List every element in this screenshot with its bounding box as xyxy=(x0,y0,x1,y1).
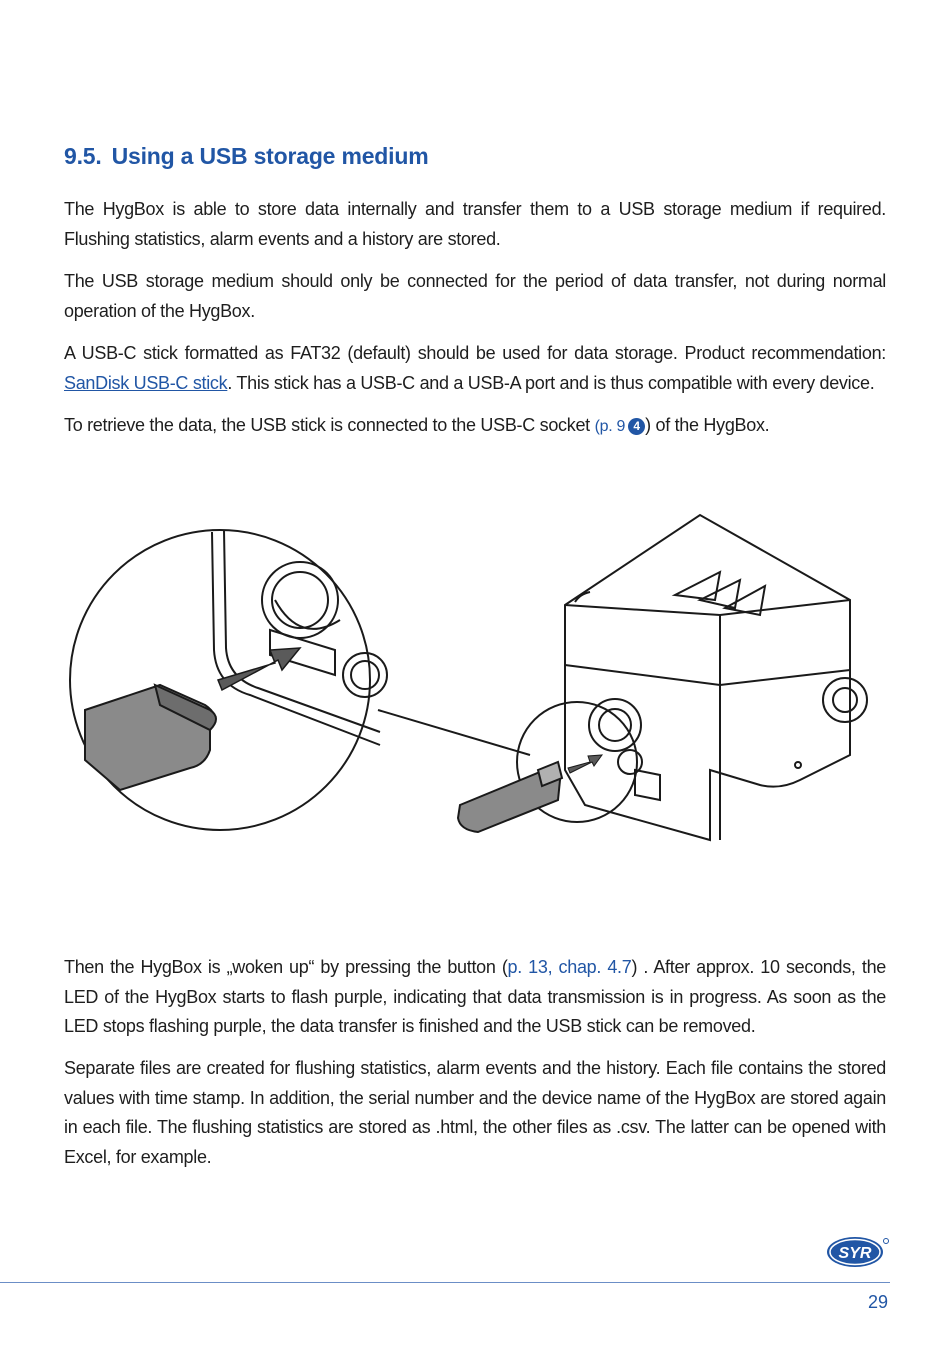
insert-arrow-large xyxy=(218,648,300,690)
section-heading xyxy=(64,143,428,170)
paragraph-recommendation xyxy=(64,339,886,398)
chapter-4-7-reference-link[interactable]: p. 13, chap. 4.7 xyxy=(507,957,632,977)
retrieve-text-end: ) of the HygBox. xyxy=(645,415,770,435)
section-title: Using a USB storage medium xyxy=(111,143,429,169)
paragraph-connection-period: The USB storage medium should only be connected for the period of data transfer, not during normal operation of the HygBox. xyxy=(64,271,886,321)
sandisk-link[interactable]: SanDisk USB-C stick xyxy=(64,372,228,393)
usb-stick-small xyxy=(458,762,562,832)
wake-up-text: Then the HygBox is „woken up“ by pressing the button ( xyxy=(64,957,508,977)
recommendation-text-end: . This stick has a USB-C and a USB-A port and is thus compatible with every device. xyxy=(227,372,875,393)
svg-text:SYR: SYR xyxy=(838,1245,872,1262)
paragraph-files: Separate files are created for flushing statistics, alarm events and the history. Each file contains the stored values with time stamp. In addition, the serial number and the device name of the HygBox are stored again in each file. The flushing statistics are stored as .html, the other files as .csv. The latter can be opened with Excel, for example. xyxy=(64,1058,886,1167)
section-number: 9.5. xyxy=(64,143,102,169)
recommendation-text: A USB-C stick formatted as FAT32 (default) should be used for data storage. Product recommendation: xyxy=(64,343,886,363)
item-number-badge: 4 xyxy=(628,418,645,435)
wake-up-text-end: ) . After approx. 10 seconds, the LED of the HygBox starts to flash purple, indicating that data transmission is in progress. As soon as the LED stops flashing purple, the data transfer is finished and the USB stick can be removed. xyxy=(64,957,886,1036)
page-number: 29 xyxy=(867,1292,888,1312)
paragraph-wake-up xyxy=(64,953,886,1042)
paragraph-intro: The HygBox is able to store data internally and transfer them to a USB storage medium if required. Flushing statistics, alarm events and a history are stored. xyxy=(64,199,886,249)
retrieve-text: To retrieve the data, the USB stick is connected to the USB-C socket xyxy=(64,415,595,435)
usb-connection-illustration xyxy=(60,500,900,850)
leader-line xyxy=(378,710,530,755)
device-body xyxy=(565,515,850,840)
device-logo xyxy=(675,572,765,615)
paragraph-retrieve xyxy=(64,411,886,442)
syr-logo xyxy=(824,1232,890,1272)
page-9-reference-link[interactable]: p. 9 xyxy=(599,418,626,435)
page-ref-open: ( xyxy=(594,418,600,435)
insert-arrow-small xyxy=(568,755,602,773)
side-connector xyxy=(823,678,867,722)
footer-divider xyxy=(0,1282,890,1283)
usb-stick-magnified xyxy=(85,685,216,790)
